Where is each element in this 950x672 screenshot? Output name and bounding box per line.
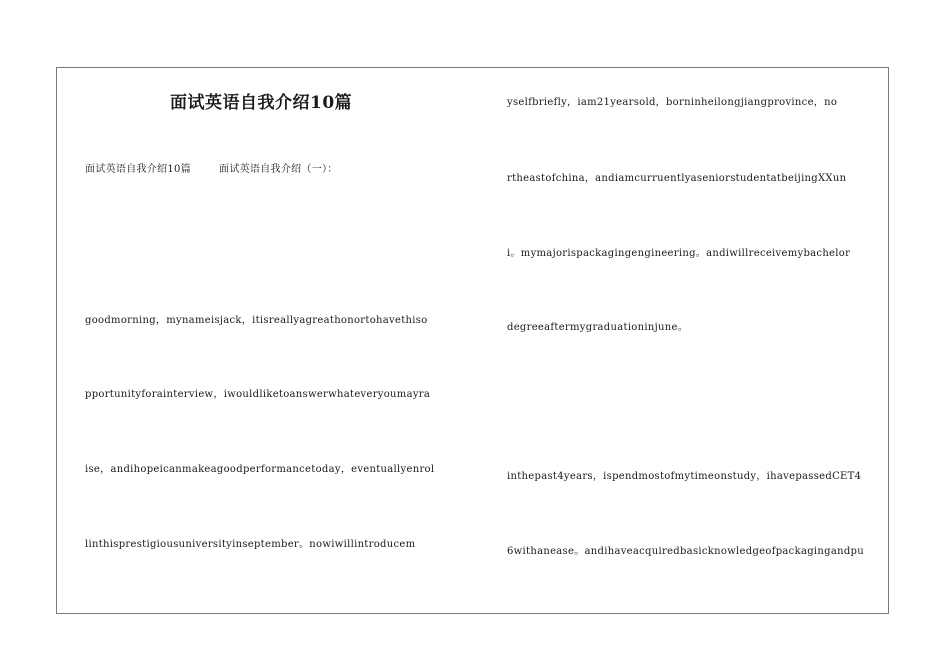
- right-body-line: i。mymajorispackagingengineering。andiwillreceivemybachelor: [507, 248, 851, 259]
- right-body-line: yselfbriefly，iam21yearsold，borninheilongjiangprovince，no: [507, 97, 838, 108]
- right-body-line: inthepast4years，ispendmostofmytimeonstudy，ihavepassedCET4: [507, 471, 862, 482]
- left-body-line: goodmorning，mynameisjack，itisreallyagreathonortohavethiso: [85, 315, 428, 326]
- left-body-line: ise，andihopeicanmakeagoodperformancetoday，eventuallyenrol: [85, 464, 435, 475]
- intro-right-text: 面试英语自我介绍（一）：: [219, 164, 338, 175]
- intro-line: [85, 160, 338, 175]
- right-body-line: rtheastofchina，andiamcurruentlyaseniorstudentatbeijingXXun: [507, 173, 847, 184]
- left-body-line: pportunityforainterview，iwouldliketoanswerwhateveryoumayra: [85, 389, 431, 400]
- page-frame: [56, 67, 889, 614]
- intro-left-text: 面试英语自我介绍10篇: [85, 164, 192, 175]
- document-title: 面试英语自我介绍10篇: [170, 93, 353, 113]
- left-body-line: linthisprestigiousuniversityinseptember。nowiwillintroducem: [85, 539, 416, 550]
- right-body-line: degreeaftermygraduationinjune。: [507, 322, 689, 333]
- right-body-line: 6withanease。andihaveacquiredbasicknowledgeofpackagingandpu: [507, 546, 864, 557]
